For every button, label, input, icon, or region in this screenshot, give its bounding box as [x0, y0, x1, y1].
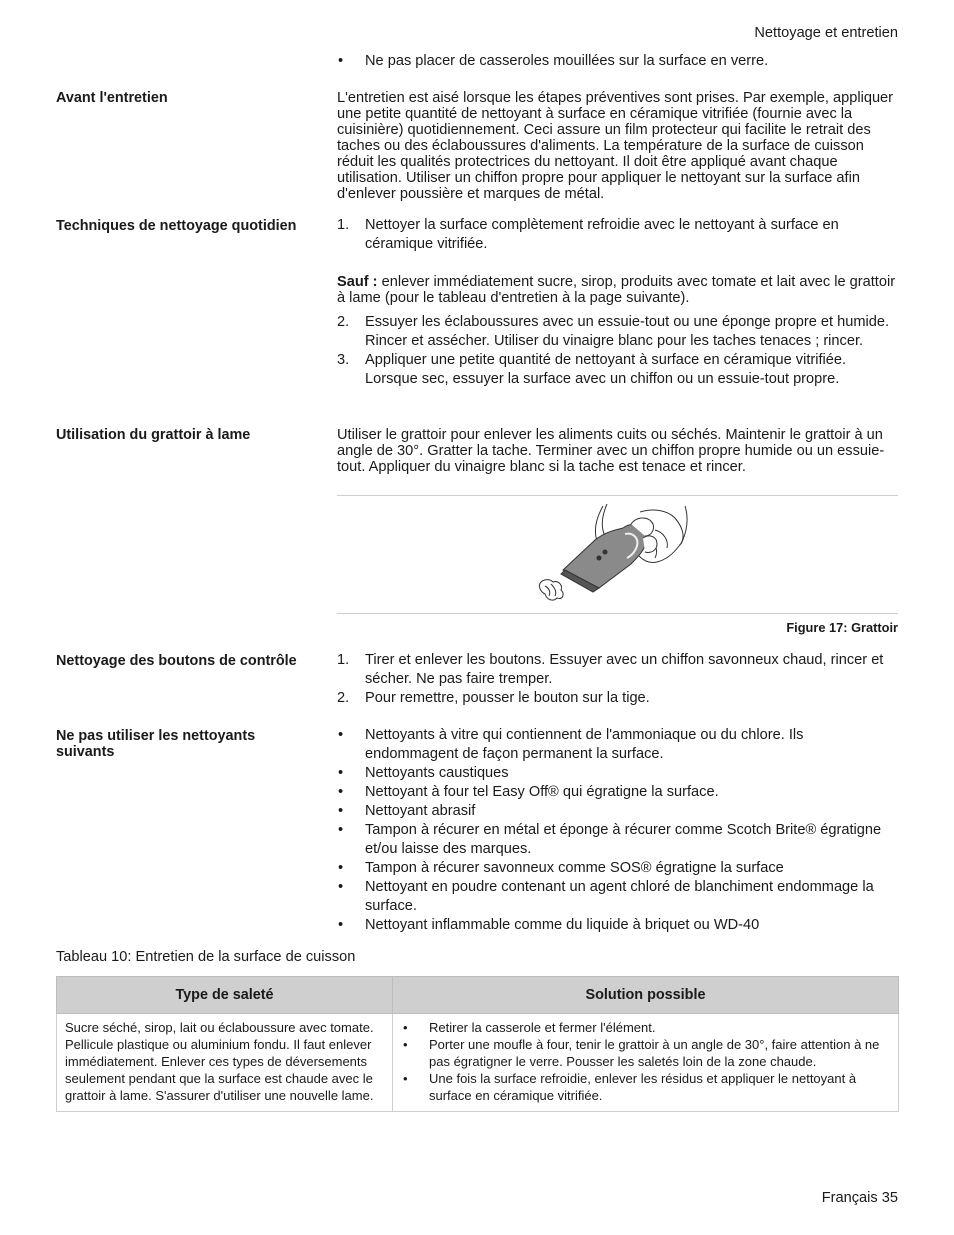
column-header-solution: Solution possible: [393, 977, 899, 1014]
bullet-marker: •: [338, 917, 344, 933]
bullet-marker: •: [338, 822, 344, 838]
sauf-label: Sauf :: [337, 274, 378, 290]
intro-bullet: • Ne pas placer de casseroles mouillées sur la surface en verre.: [338, 53, 769, 69]
step-number: 3.: [337, 352, 350, 368]
step-number: 1.: [337, 652, 350, 668]
list-item: • Nettoyants caustiques: [338, 765, 509, 781]
list-item: • Nettoyant abrasif: [338, 803, 476, 819]
step-number: 2.: [337, 314, 350, 330]
techniques-sauf: Sauf : enlever immédiatement sucre, sirop, produits avec tomate et lait avec le grattoir à lame (pour le tableau d'entretien à la page suivante).: [337, 274, 896, 306]
step-number: 1.: [337, 217, 350, 233]
techniques-step-1: 1. Nettoyer la surface complètement refroidie avec le nettoyant à surface en céramique vitrifiée.: [337, 217, 839, 252]
boutons-steps: 1. Tirer et enlever les boutons. Essuyer avec un chiffon savonneux chaud, rincer et sécher. Ne pas faire tremper. 2. Pour remettre, pousser le bouton sur la tige.: [337, 652, 884, 706]
step-number: 2.: [337, 690, 350, 706]
list-item: • Nettoyant inflammable comme du liquide à briquet ou WD-40: [338, 917, 760, 933]
section-label-ne-pas: Ne pas utiliser les nettoyants suivants: [56, 728, 256, 760]
bullet-marker: •: [403, 1071, 408, 1086]
list-item: • Tampon à récurer en métal et éponge à récurer comme Scotch Brite® égratigne et/ou laisse des marques.: [338, 822, 882, 857]
ne-pas-list: [337, 726, 898, 935]
bullet-marker: •: [338, 727, 344, 743]
maintenance-table: [56, 976, 899, 1112]
list-item: • Tampon à récurer savonneux comme SOS® égratigne la surface: [338, 860, 784, 876]
bullet-marker: •: [338, 784, 344, 800]
list-item: • Porter une moufle à four, tenir le grattoir à un angle de 30°, faire attention à ne pas égratigner le verre. Pousser les saletés loin de la zone chaude.: [403, 1037, 880, 1069]
bullet-marker: •: [403, 1020, 408, 1035]
section-text-grattoir: Utiliser le grattoir pour enlever les aliments cuits ou séchés. Maintenir le grattoir à un angle de 30°. Gratter la tache. Terminer avec un chiffon propre humide ou un essuie-tout. Appliquer du vinaigre blanc si la tache est tenace et rincer.: [337, 427, 885, 475]
bullet-marker: •: [338, 765, 344, 781]
list-item: • Retirer la casserole et fermer l'élément.: [403, 1020, 656, 1035]
column-header-type: Type de saleté: [57, 977, 393, 1014]
scraper-illustration: [535, 500, 695, 610]
table-header-row: [57, 977, 899, 1014]
bullet-marker: •: [338, 879, 344, 895]
section-label-avant: Avant l'entretien: [56, 90, 168, 106]
section-text-avant: L'entretien est aisé lorsque les étapes préventives sont prises. Par exemple, appliquer une petite quantité de nettoyant à surface en céramique vitrifiée (fournie avec la cuisinière) quotidiennement. Ceci assure un film protecteur qui facilite le retrait des taches ou des éclaboussures d'aliments. La température de la surface de cuisson réduit les qualités protectrices du nettoyant. Il doit être appliqué avant chaque utilisation. Utiliser un chiffon propre pour appliquer le nettoyant sur la surface afin d'enlever poussière et marques de métal.: [337, 90, 894, 202]
cell-solutions: [393, 1014, 899, 1112]
list-item: • Nettoyants à vitre qui contiennent de l'ammoniaque ou du chlore. Ils endommagent de façon permanent la surface.: [338, 727, 804, 762]
techniques-steps-2-3: 2. Essuyer les éclaboussures avec un essuie-tout ou une éponge propre et humide. Rincer et assécher. Utiliser du vinaigre blanc pour les taches tenaces ; rincer. 3. Appliquer une petite quantité de nettoyant à surface en céramique vitrifiée. Lorsque sec, essuyer la surface avec un chiffon ou un essuie-tout propre.: [337, 314, 890, 387]
figure-bottom-rule: [337, 613, 898, 614]
list-item: • Une fois la surface refroidie, enlever les résidus et appliquer le nettoyant à surface en céramique vitrifiée.: [403, 1071, 857, 1103]
list-item: • Nettoyant en poudre contenant un agent chloré de blanchiment endommage la surface.: [338, 879, 874, 914]
section-label-techniques: Techniques de nettoyage quotidien: [56, 218, 297, 234]
section-label-grattoir: Utilisation du grattoir à lame: [56, 427, 251, 443]
cell-type: Sucre séché, sirop, lait ou éclaboussure avec tomate. Pellicule plastique ou aluminium fondu. Il faut enlever immédiatement. Enlever ces types de déversements seulement pendant que la surface est chaude avec le grattoir à lame. S'assurer d'utiliser une nouvelle lame.: [57, 1014, 393, 1112]
bullet-marker: •: [338, 53, 344, 69]
bullet-marker: •: [403, 1037, 408, 1052]
bullet-marker: •: [338, 860, 344, 876]
page-footer: Français 35: [821, 1190, 898, 1206]
section-label-boutons: Nettoyage des boutons de contrôle: [56, 653, 297, 669]
figure-caption: Figure 17: Grattoir: [786, 620, 898, 635]
table-title: Tableau 10: Entretien de la surface de cuisson: [56, 949, 356, 965]
page-header: Nettoyage et entretien: [754, 25, 898, 41]
table-row: [57, 1014, 899, 1112]
list-item: • Nettoyant à four tel Easy Off® qui égratigne la surface.: [338, 784, 719, 800]
bullet-marker: •: [338, 803, 344, 819]
figure-top-rule: [337, 495, 898, 496]
